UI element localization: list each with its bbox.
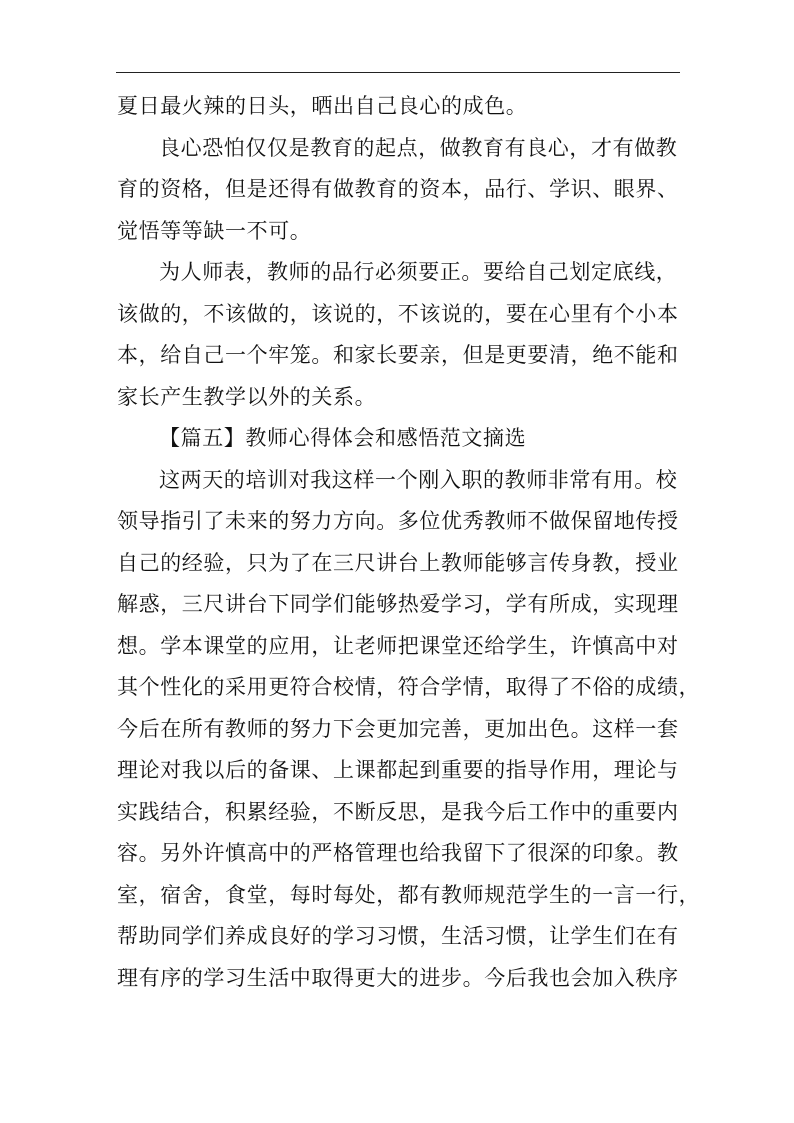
paragraph-start-line: 这两天的培训对我这样一个刚入职的教师非常有用。校 <box>159 467 678 492</box>
paragraph-start-line: 良心恐怕仅仅是教育的起点，做教育有良心，才有做教 <box>159 135 678 160</box>
text-line: 理论对我以后的备课、上课都起到重要的指导作用，理论与 <box>117 758 679 782</box>
paragraph-start-line: 为人师表，教师的品行必须要正。要给自己划定底线， <box>159 260 678 284</box>
section-heading: 【篇五】教师心得体会和感悟范文摘选 <box>159 426 527 450</box>
text-line: 觉悟等等缺一不可。 <box>117 218 312 243</box>
text-line: 帮助同学们养成良好的学习习惯，生活习惯，让学生们在有 <box>117 924 679 948</box>
text-line: 自己的经验，只为了在三尺讲台上教师能够言传身教，授业 <box>117 550 679 575</box>
text-line: 今后在所有教师的努力下会更加完善，更加出色。这样一套 <box>117 716 679 741</box>
text-line: 领导指引了未来的努力方向。多位优秀教师不做保留地传授 <box>117 509 679 533</box>
text-line: 其个性化的采用更符合校情，符合学情，取得了不俗的成绩， <box>117 675 701 699</box>
text-line: 理有序的学习生活中取得更大的进步。今后我也会加入秩序 <box>117 965 679 990</box>
text-line: 想。学本课堂的应用，让老师把课堂还给学生，许慎高中对 <box>117 633 679 658</box>
header-rule <box>116 72 680 73</box>
text-line: 该做的，不该做的，该说的，不该说的，要在心里有个小本 <box>117 301 679 326</box>
text-line: 实践结合，积累经验，不断反思，是我今后工作中的重要内 <box>117 799 679 824</box>
text-line: 解惑，三尺讲台下同学们能够热爱学习，学有所成，实现理 <box>117 592 679 616</box>
text-line: 本，给自己一个牢笼。和家长要亲，但是更要清，绝不能和 <box>117 343 679 367</box>
text-line: 容。另外许慎高中的严格管理也给我留下了很深的印象。教 <box>117 841 679 865</box>
text-line: 育的资格，但是还得有做教育的资本，品行、学识、眼界、 <box>117 177 679 201</box>
document-body <box>117 86 701 999</box>
text-line: 室，宿舍，食堂，每时每处，都有教师规范学生的一言一行， <box>117 882 701 907</box>
text-line: 家长产生教学以外的关系。 <box>117 384 377 409</box>
text-line: 夏日最火辣的日头，晒出自己良心的成色。 <box>117 94 528 118</box>
